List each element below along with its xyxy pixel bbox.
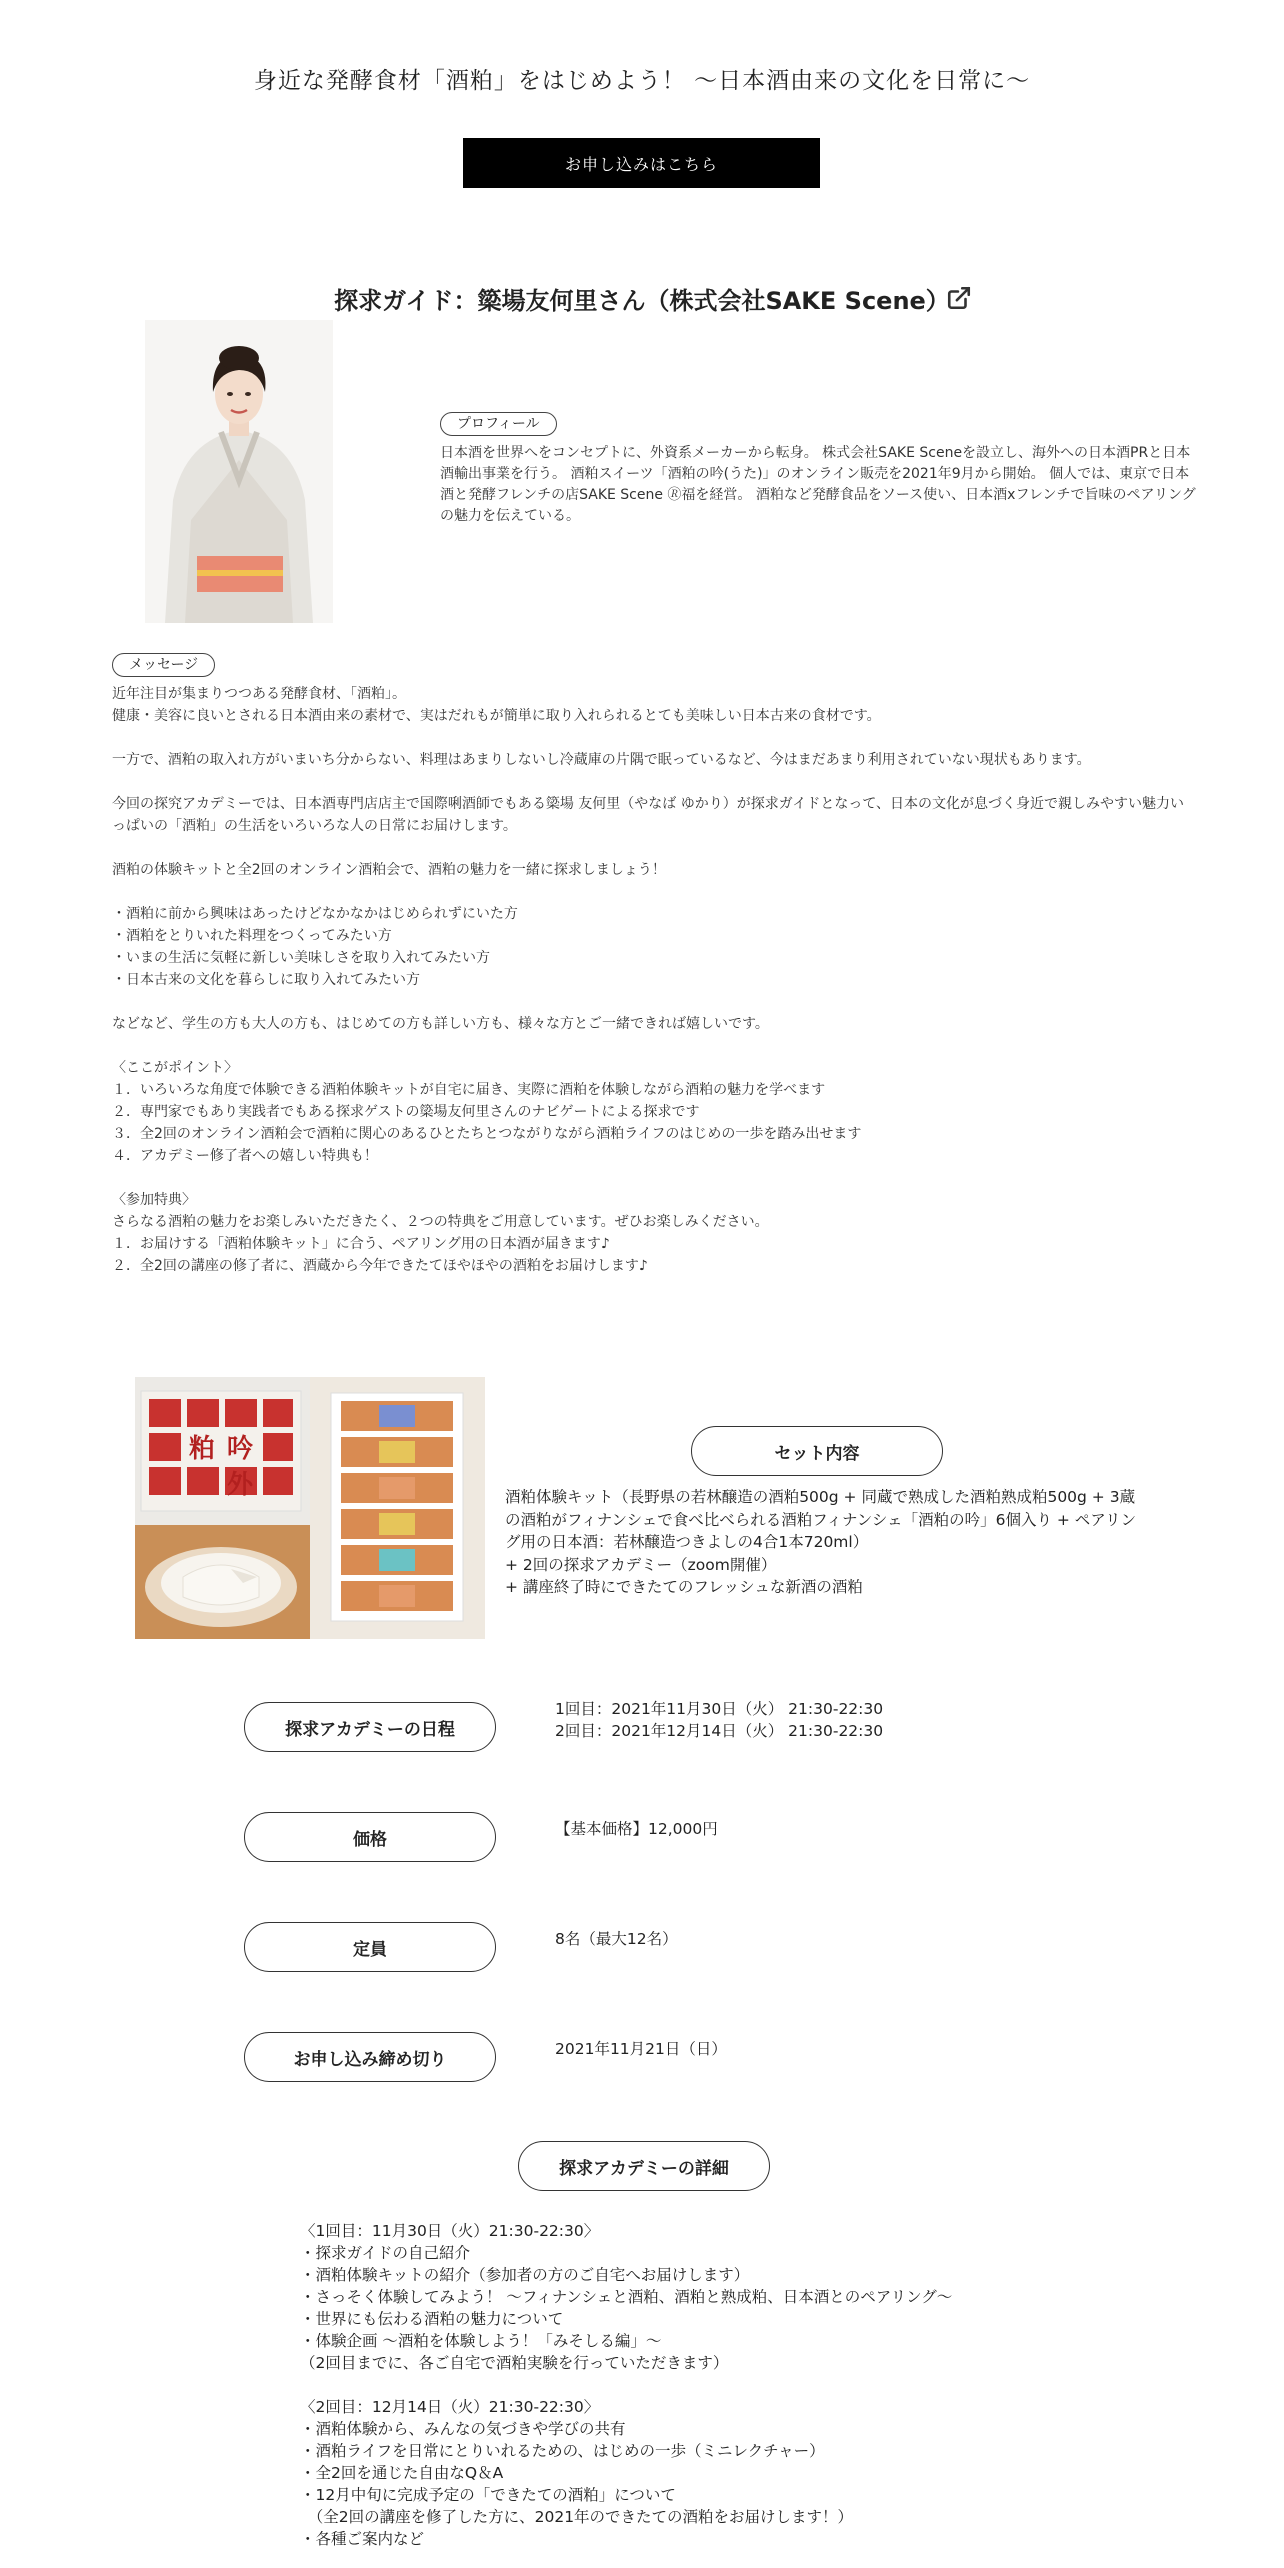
- guide-portrait: [145, 320, 333, 623]
- box-stamp-char-3: 外: [227, 1470, 254, 1500]
- message-body: [112, 683, 1187, 1277]
- guide-portrait-illustration: [145, 320, 333, 623]
- message-line: 〈参加特典〉: [112, 1192, 196, 1208]
- spacer: [112, 771, 1187, 793]
- set-contents-line: 酒粕体験キット（長野県の若林醸造の酒粕500g + 同蔵で熟成した酒粕熟成粕500g + 3蔵の酒粕がフィナンシェで食べ比べられる酒粕フィナンシェ「酒粕の吟」6個入り + ペアリング用の日本酒：若林醸造つきよしの4合1本720ml）: [505, 1488, 1137, 1551]
- financier-label: [379, 1549, 415, 1571]
- message-line: ４．アカデミー修了者への嬉しい特典も！: [112, 1148, 378, 1164]
- spacer: [112, 1035, 1187, 1057]
- message-line: などなど、学生の方も大人の方も、はじめての方も詳しい方も、様々な方とご一緒できれば嬉しいです。: [112, 1016, 769, 1032]
- details-line: 〈2回目：12月14日（火）21:30-22:30〉: [300, 2398, 600, 2416]
- profile-text: 日本酒を世界へをコンセプトに、外資系メーカーから転身。 株式会社SAKE Sceneを設立し、海外への日本酒PRと日本酒輸出事業を行う。 酒粕スイーツ「酒粕の吟(うた)」のオンライン販売を2021年9月から開始。 個人では、東京で日本酒と発酵フレンチの店SAKE Scene 🄬福を経営。 酒粕など発酵食品をソース使い、日本酒xフレンチで旨味のペアリングの魅力を伝えている。: [440, 445, 1196, 524]
- message-line: ３．全2回のオンライン酒粕会で酒粕に関心のあるひとたちとつながりながら酒粕ライフのはじめの一歩を踏み出せます: [112, 1126, 862, 1142]
- price-value: 【基本価格】12,000円: [555, 1820, 718, 1838]
- spacer: [112, 881, 1187, 903]
- financier-label: [379, 1477, 415, 1499]
- box-stamp-char-2: 吟: [227, 1434, 254, 1464]
- message-line: 健康・美容に良いとされる日本酒由来の素材で、実はだれもが簡単に取り入れられるとても美味しい日本古来の食材です。: [112, 708, 881, 724]
- details-line: （2回目までに、各ご自宅で酒粕実験を行っていただきます）: [300, 2354, 729, 2372]
- set-contents-line: + 講座終了時にできたてのフレッシュな新酒の酒粕: [505, 1578, 863, 1596]
- apply-button[interactable]: お申し込みはこちら: [463, 138, 820, 188]
- message-line: 一方で、酒粕の取入れ方がいまいち分からない、料理はあまりしないし冷蔵庫の片隅で眠っているなど、今はまだあまり利用されていない現状もあります。: [112, 752, 1091, 768]
- product-photo-illustration: [135, 1377, 485, 1639]
- capacity-value: 8名（最大12名）: [555, 1930, 678, 1948]
- capacity-label: 定員: [244, 1922, 496, 1972]
- price-label: 価格: [244, 1812, 496, 1862]
- spacer: [112, 1167, 1187, 1189]
- page-title: 身近な発酵食材「酒粕」をはじめよう！ ～日本酒由来の文化を日常に～: [253, 68, 1031, 94]
- financier-label: [379, 1405, 415, 1427]
- external-link-icon[interactable]: [946, 285, 972, 311]
- spacer: [112, 727, 1187, 749]
- message-line: ・酒粕に前から興味はあったけどなかなかはじめられずにいた方: [112, 906, 518, 922]
- profile-label: プロフィール: [440, 412, 557, 436]
- details-line: ・酒粕体験キットの紹介（参加者の方のご自宅へお届けします）: [300, 2266, 750, 2284]
- schedule-line-2: 2回目：2021年12月14日（火） 21:30-22:30: [555, 1722, 884, 1740]
- details-line: ・体験企画 ～酒粕を体験しよう！「みそしる編」～: [300, 2332, 662, 2350]
- details-line: ・各種ご案内など: [300, 2530, 425, 2548]
- spacer: [300, 2374, 1100, 2396]
- deadline-value: 2021年11月21日（日）: [555, 2040, 727, 2058]
- deadline-label: お申し込み締め切り: [244, 2032, 496, 2082]
- message-line: １．お届けする「酒粕体験キット」に合う、ペアリング用の日本酒が届きます♪: [112, 1236, 610, 1252]
- message-line: さらなる酒粕の魅力をお楽しみいただきたく、２つの特典をご用意しています。ぜひお楽しみください。: [112, 1214, 769, 1230]
- message-line: 近年注目が集まりつつある発酵食材、「酒粕」。: [112, 686, 406, 702]
- schedule-line-1: 1回目：2021年11月30日（火） 21:30-22:30: [555, 1700, 884, 1718]
- details-label: 探求アカデミーの詳細: [518, 2141, 770, 2191]
- message-line: 酒粕の体験キットと全2回のオンライン酒粕会で、酒粕の魅力を一緒に探求しましょう！: [112, 862, 666, 878]
- message-line: ２．全2回の講座の修了者に、酒蔵から今年できたてほやほやの酒粕をお届けします♪: [112, 1258, 648, 1274]
- spacer: [112, 837, 1187, 859]
- spacer: [112, 991, 1187, 1013]
- details-line: ・12月中旬に完成予定の「できたての酒粕」について: [300, 2486, 676, 2504]
- box-stamp-char-1: 粕: [189, 1434, 216, 1464]
- details-line: ・全2回を通じた自由なQ＆A: [300, 2464, 504, 2482]
- schedule-label: 探求アカデミーの日程: [244, 1702, 496, 1752]
- details-line: ・さっそく体験してみよう！ ～フィナンシェと酒粕、酒粕と熟成粕、日本酒とのペアリング～: [300, 2288, 953, 2306]
- details-line: ・探求ガイドの自己紹介: [300, 2244, 471, 2262]
- financier-label: [379, 1441, 415, 1463]
- message-line: ・日本古来の文化を暮らしに取り入れてみたい方: [112, 972, 420, 988]
- details-line: （全2回の講座を修了した方に、2021年のできたての酒粕をお届けします！）: [300, 2508, 854, 2526]
- details-body: [300, 2220, 1100, 2550]
- guide-title: 探求ガイド：簗場友何里さん（株式会社SAKE Scene）: [334, 287, 950, 315]
- message-line: ・いまの生活に気軽に新しい美味しさを取り入れてみたい方: [112, 950, 490, 966]
- set-contents-label: セット内容: [691, 1426, 943, 1476]
- message-line: １．いろいろな角度で体験できる酒粕体験キットが自宅に届き、実際に酒粕を体験しながら酒粕の魅力を学べます: [112, 1082, 826, 1098]
- message-line: 〈ここがポイント〉: [112, 1060, 238, 1076]
- details-line: 〈1回目：11月30日（火）21:30-22:30〉: [300, 2222, 600, 2240]
- message-line: 今回の探究アカデミーでは、日本酒専門店店主で国際唎酒師でもある簗場 友何里（やなば ゆかり）が探求ガイドとなって、日本の文化が息づく身近で親しみやすい魅力いっぱいの「酒粕」の生活をいろいろな人の日常にお届けします。: [112, 796, 1185, 834]
- set-contents-text: [505, 1486, 1145, 1599]
- message-line: ２．専門家でもあり実践者でもある探求ゲストの簗場友何里さんのナビゲートによる探求です: [112, 1104, 700, 1120]
- schedule-value: [555, 1698, 883, 1742]
- details-line: ・酒粕体験から、みんなの気づきや学びの共有: [300, 2420, 626, 2438]
- set-contents-line: + 2回の探求アカデミー（zoom開催）: [505, 1555, 777, 1574]
- financier-label: [379, 1513, 415, 1535]
- product-photo: [135, 1377, 485, 1639]
- message-label: メッセージ: [112, 653, 215, 677]
- financier-label: [379, 1585, 415, 1607]
- details-line: ・酒粕ライフを日常にとりいれるための、はじめの一歩（ミニレクチャー）: [300, 2442, 825, 2460]
- message-line: ・酒粕をとりいれた料理をつくってみたい方: [112, 928, 392, 944]
- details-line: ・世界にも伝わる酒粕の魅力について: [300, 2310, 564, 2328]
